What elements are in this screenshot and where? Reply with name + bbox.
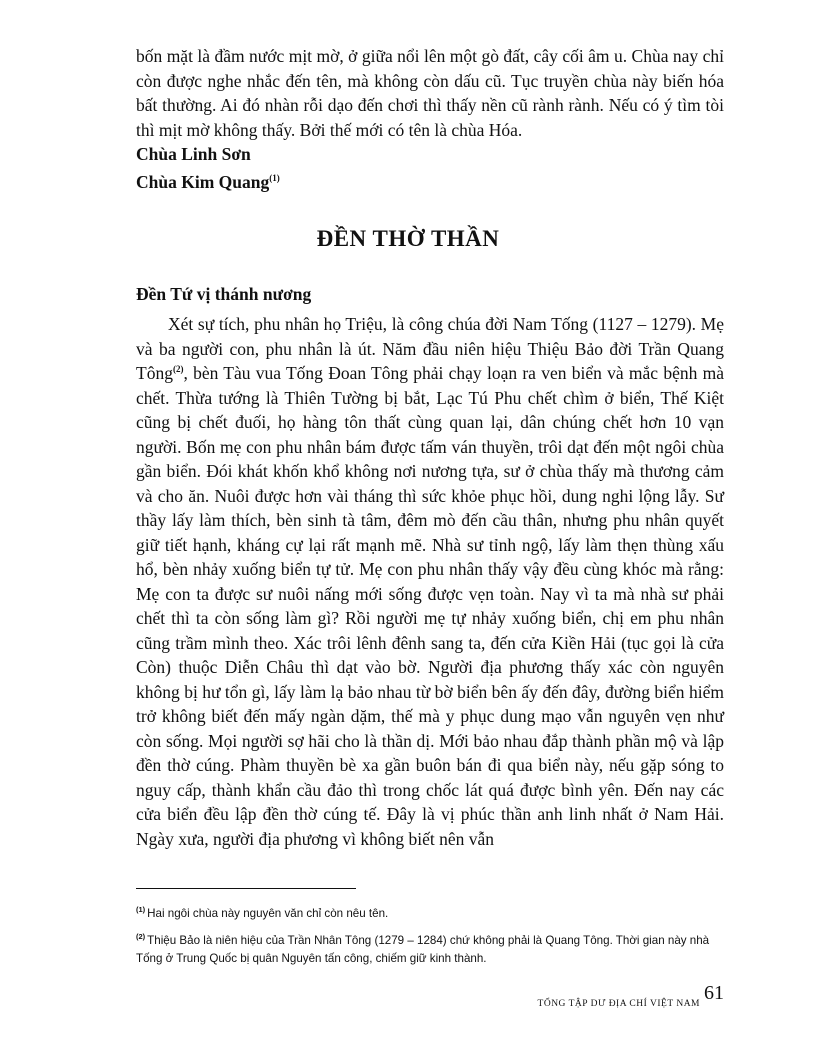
- footnote-reference-2[interactable]: (2): [172, 364, 184, 375]
- running-title: TỔNG TẬP DƯ ĐỊA CHÍ VIỆT NAM: [537, 999, 700, 1009]
- footnote-text: Thiệu Bảo là niên hiệu của Trần Nhân Tông (1279 – 1284) chứ không phải là Quang Tông. Thời gian này nhà Tống ở Trung Quốc bị quân Nguyên tấn công, chiếm giữ kinh thành.: [136, 934, 710, 965]
- temple-heading-text: Chùa Linh Sơn: [136, 144, 251, 164]
- footnote-divider: [136, 888, 356, 889]
- footnote-1: [136, 905, 726, 923]
- temple-heading-text: Chùa Kim Quang: [136, 172, 270, 192]
- footnote-reference-1[interactable]: (1): [269, 173, 280, 184]
- paragraph-text-start: Xét sự tích, phu nhân họ Triệu, là công chúa đời Nam Tống (1127 – 1279). Mẹ và ba người con, phu nhân là út. Năm đầu niên hiệu Thiệu Bảo đời Trần Quang Tông: [136, 314, 724, 383]
- footnote-text: Hai ngôi chùa này nguyên văn chỉ còn nêu tên.: [147, 907, 389, 920]
- body-paragraph-2: [136, 312, 724, 851]
- section-title: ĐỀN THỜ THẦN: [316, 226, 500, 251]
- page-number: 61: [704, 982, 724, 1004]
- temple-heading-linh-son: [136, 144, 251, 165]
- paragraph-text-rest: , bèn Tàu vua Tống Đoan Tông phải chạy loạn ra ven biển và mắc bệnh mà chết. Thừa tướng là Thiên Tường bị bắt, Lạc Tú Phu chết chìm ở biển, Thế Kiệt cũng bị chết đuối, họ hàng tôn thất cùng quan lại, dân chúng chết hơn 10 vạn người. Bốn mẹ con phu nhân bám được tấm ván thuyền, trôi dạt đến một ngôi chùa gần biển. Đói khát khốn khổ không nơi nương tựa, sư ở chùa thấy mà thương cảm và cho ăn. Nuôi được hơn vài tháng thì sức khỏe phục hồi, dung nghi lộng lẫy. Sư thầy lấy làm thích, bèn sinh tà tâm, đêm mò đến cầu thân, nhưng phu nhân quyết giữ tiết hạnh, kháng cự lại rất mạnh mẽ. Nhà sư tỉnh ngộ, lấy làm thẹn thùng xấu hổ, bèn nhảy xuống biển tự tử. Mẹ con phu nhân thấy vậy đều cùng khóc mà rằng: Mẹ con ta được sư nuôi nấng mới sống được vẹn toàn. Nay vì ta mà nhà sư phải chết thì ta còn sống làm gì? Rồi người mẹ tự nhảy xuống biển, chị em phu nhân cũng trầm mình theo. Xác trôi lênh đênh sang ta, đến cửa Kiền Hải (tục gọi là cửa Còn) thuộc Diễn Châu thì dạt vào bờ. Người địa phương thấy xác còn nguyên không bị hư tổn gì, lấy làm lạ bảo nhau từ bờ biển bên ấy đến đây, đường biển hiểm trở không biết đến mấy ngàn dặm, thế mà y phục dung mạo vẫn nguyên vẹn như còn sống. Mọi người sợ hãi cho là thần dị. Mới bảo nhau đắp thành phần mộ và lập đền thờ cúng. Phàm thuyền bè xa gần buôn bán đi qua biển này, nếu gặp sóng to nguy cấp, thành khẩn cầu đảo thì trong chốc lát quá được bình yên. Đến nay các cửa biển đều lập đền thờ cúng tế. Đây là vị phúc thần anh linh nhất ở Nam Hải. Ngày xưa, người địa phương vì không biết nên vẫn: [136, 363, 724, 849]
- subsection-title: Đền Tứ vị thánh nương: [136, 284, 312, 304]
- footnote-2: [136, 932, 726, 968]
- temple-heading-kim-quang: [136, 172, 280, 193]
- body-paragraph-1: bốn mặt là đầm nước mịt mờ, ở giữa nổi lên một gò đất, cây cối âm u. Chùa nay chỉ còn được nghe nhắc đến tên, mà không còn dấu cũ. Tục truyền chùa này biến hóa bất thường. Ai đó nhàn rỗi dạo đến chơi thì thấy nền cũ rành rành. Nếu có ý tìm tòi thì mịt mờ không thấy. Bởi thế mới có tên là chùa Hóa.: [136, 46, 724, 140]
- footnote-mark: (2): [136, 932, 146, 942]
- footnote-mark: (1): [136, 905, 146, 915]
